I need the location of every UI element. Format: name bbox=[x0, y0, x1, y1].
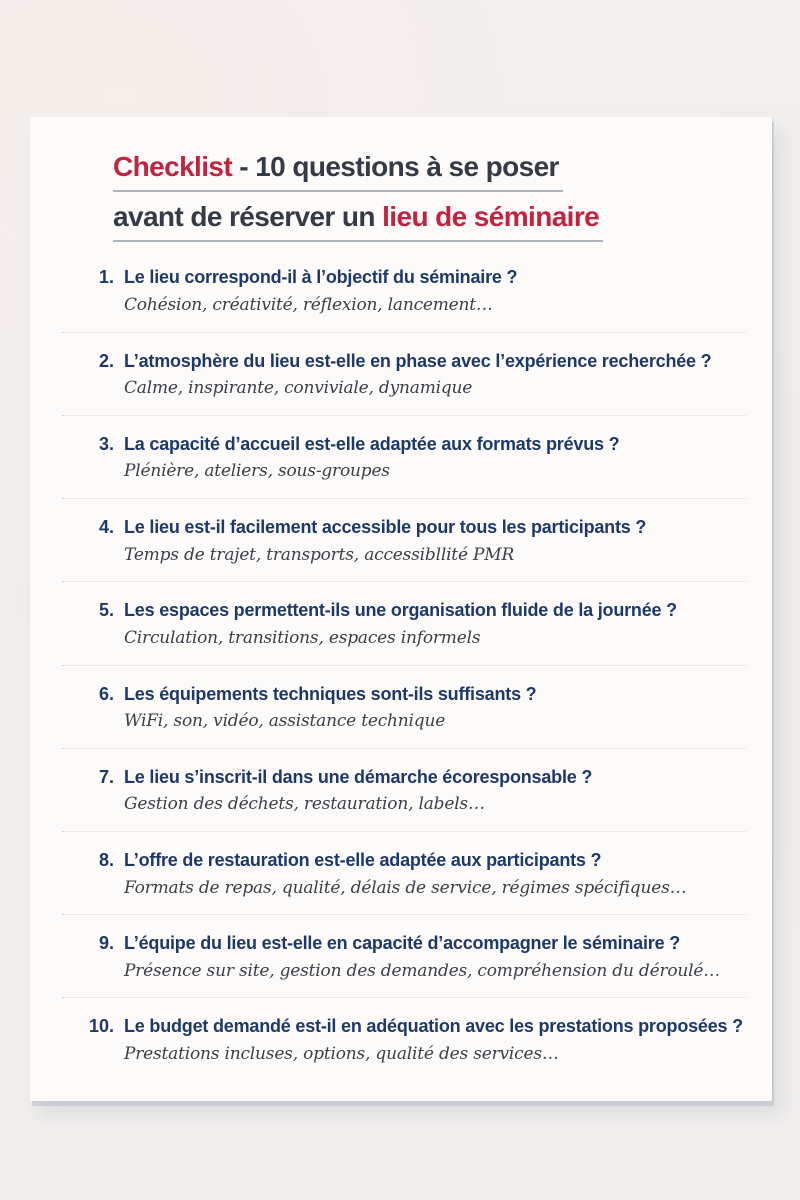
question-number: 3. bbox=[98, 433, 114, 454]
question-details: Plénière, ateliers, sous-groupes bbox=[124, 461, 390, 482]
question-details: Formats de repas, qualité, délais de service, régimes spécifiques… bbox=[124, 877, 687, 898]
question-item bbox=[62, 849, 746, 915]
question-text: L’offre de restauration est-elle adaptée aux participants ? bbox=[124, 850, 602, 871]
title-line1-rest: - 10 questions à se poser bbox=[232, 151, 559, 182]
question-text: Les espaces permettent-ils une organisation fluide de la journée ? bbox=[124, 600, 677, 621]
question-item bbox=[62, 350, 746, 416]
question-number: 9. bbox=[98, 933, 114, 954]
question-text: La capacité d’accueil est-elle adaptée aux formats prévus ? bbox=[124, 433, 620, 454]
question-text: L’équipe du lieu est-elle en capacité d’accompagner le séminaire ? bbox=[124, 933, 680, 954]
question-text: Le lieu s’inscrit-il dans une démarche écoresponsable ? bbox=[124, 766, 593, 787]
question-number: 1. bbox=[98, 267, 114, 288]
question-item bbox=[62, 266, 746, 332]
question-number: 2. bbox=[98, 350, 114, 371]
question-text: L’atmosphère du lieu est-elle en phase avec l’expérience recherchée ? bbox=[124, 350, 712, 371]
question-item bbox=[62, 516, 746, 582]
question-details: Prestations incluses, options, qualité des services… bbox=[124, 1043, 559, 1064]
title-highlight-checklist: Checklist bbox=[113, 151, 233, 182]
question-details: Calme, inspirante, conviviale, dynamique bbox=[124, 378, 473, 399]
question-item bbox=[62, 932, 746, 998]
question-number: 7. bbox=[98, 766, 114, 787]
question-number: 6. bbox=[98, 683, 114, 704]
question-item bbox=[62, 1015, 746, 1080]
question-number: 4. bbox=[98, 517, 114, 538]
question-item bbox=[62, 433, 746, 499]
question-details: Temps de trajet, transports, accessibllité PMR bbox=[124, 544, 515, 565]
question-item bbox=[62, 766, 746, 832]
question-number: 10. bbox=[88, 1016, 114, 1037]
title-highlight-venue: lieu de séminaire bbox=[382, 201, 600, 233]
question-text: Le lieu est-il facilement accessible pour tous les participants ? bbox=[124, 517, 647, 538]
title-line2-lead: avant de réserver un bbox=[113, 201, 383, 233]
title-line-1 bbox=[113, 151, 563, 192]
question-item bbox=[62, 683, 746, 749]
title-line-2 bbox=[113, 201, 603, 242]
question-text: Les équipements techniques sont-ils suffisants ? bbox=[124, 683, 537, 704]
question-text: Le lieu correspond-il à l’objectif du séminaire ? bbox=[124, 267, 518, 288]
question-text: Le budget demandé est-il en adéquation avec les prestations proposées ? bbox=[124, 1016, 743, 1037]
question-number: 8. bbox=[98, 850, 114, 871]
question-details: Gestion des déchets, restauration, labels… bbox=[124, 794, 485, 815]
question-details: Cohésion, créativité, réflexion, lancement… bbox=[124, 294, 493, 315]
question-details: Circulation, transitions, espaces informels bbox=[124, 627, 481, 648]
checklist-card bbox=[30, 117, 772, 1101]
page-title bbox=[113, 151, 746, 242]
question-details: Présence sur site, gestion des demandes, compréhension du déroulé… bbox=[124, 960, 721, 981]
question-list bbox=[62, 266, 746, 1080]
question-item bbox=[62, 599, 746, 665]
question-details: WiFi, son, vidéo, assistance technique bbox=[124, 711, 446, 732]
question-number: 5. bbox=[98, 600, 114, 621]
